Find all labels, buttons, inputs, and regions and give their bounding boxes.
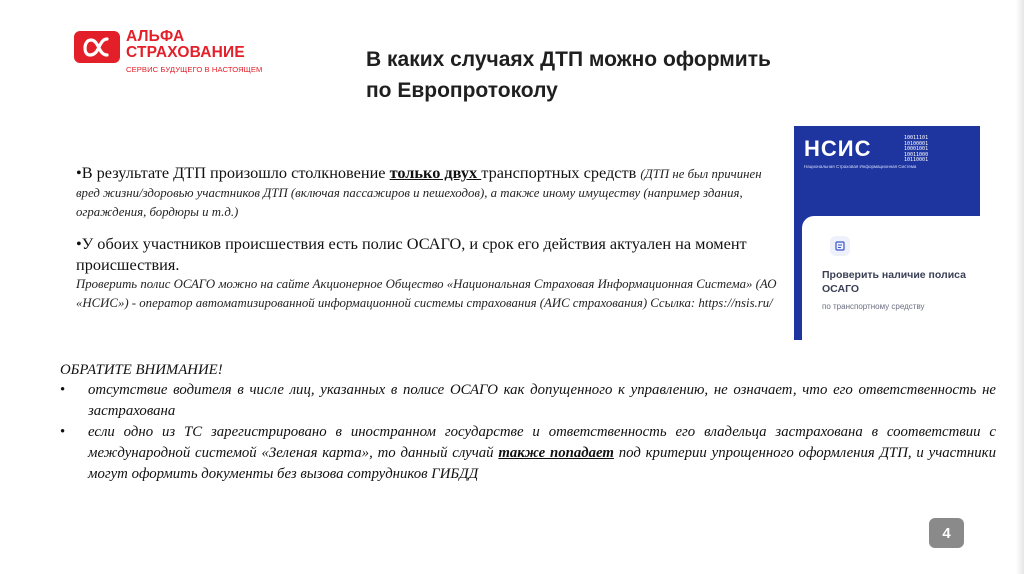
attention-item2-emphasis: также попадает xyxy=(498,445,614,461)
attention-list xyxy=(60,380,996,485)
slide-edge-shadow xyxy=(1016,0,1024,574)
para1-text-b: транспортных средств xyxy=(481,163,641,182)
alfa-logo-icon xyxy=(74,31,120,63)
alfa-strakhovanie-logo xyxy=(74,28,304,77)
logo-title-line1: АЛЬФА xyxy=(126,28,185,45)
paragraph-osago-policy xyxy=(76,233,778,313)
para1-note: (ДТП не был причинен вред жизни/здоровью участников ДТП (включая пассажиров и пешеходов), а также иному имуществу (например здания, ограждения, бордюры и т.д.) xyxy=(76,167,762,219)
list-item xyxy=(60,380,996,422)
page-title-line2: по Европротоколу xyxy=(366,79,558,102)
document-icon xyxy=(830,236,850,256)
bullet: • xyxy=(76,234,82,253)
paragraph-two-vehicles xyxy=(76,162,778,222)
bullet: • xyxy=(60,424,66,440)
attention-item2-text-b: под критерии упрощенного оформления ДТП, и участники могут оформить документы без вызова сотрудников ГИБДД xyxy=(88,445,996,482)
card-title: Проверить наличие полиса ОСАГО xyxy=(822,269,966,295)
para1-text-a: В результате ДТП произошло столкновение xyxy=(81,163,390,182)
para2-text: У обоих участников происшествия есть полис ОСАГО, и срок его действия актуален на момент происшествия. xyxy=(76,234,747,274)
card-subtitle: по транспортному средству xyxy=(822,302,925,311)
nsis-caption: Национальная Страховая Информационная Система xyxy=(804,164,917,169)
para2-main xyxy=(76,233,778,275)
attention-section xyxy=(60,360,996,485)
page-number-badge: 4 xyxy=(929,518,964,548)
attention-item2-text-a: если одно из ТС зарегистрировано в иностранном государстве и ответственность его владельца застрахована в соответствии с международной системой «Зеленая карта», то данный случай xyxy=(88,424,996,461)
logo-slogan: СЕРВИС БУДУЩЕГО В НАСТОЯЩЕМ xyxy=(126,65,263,74)
bullet: • xyxy=(60,382,66,398)
nsis-logo-binary: 10011101 10100001 10001001 10011000 10110001 xyxy=(904,135,929,163)
page-title-line1: В каких случаях ДТП можно оформить xyxy=(366,48,771,71)
list-item xyxy=(60,422,996,485)
attention-item1-text: отсутствие водителя в числе лиц, указанных в полисе ОСАГО как допущенного к управлению, не означает, что его ответственность не застрахована xyxy=(88,382,996,419)
para2-note: Проверить полис ОСАГО можно на сайте Акционерное Общество «Национальная Страховая Информационная Система» (АО «НСИС») - оператор автоматизированной информационной системы страхования (АИС страхования) Ссылка: https://nsis.ru/ xyxy=(76,277,777,310)
logo-title-line2: СТРАХОВАНИЕ xyxy=(126,44,245,61)
attention-heading: ОБРАТИТЕ ВНИМАНИЕ! xyxy=(60,362,223,378)
page-title xyxy=(366,44,886,106)
para1-emphasis: только двух xyxy=(389,163,482,182)
logo-title xyxy=(126,29,245,61)
nsis-logo: НСИС xyxy=(804,136,872,161)
check-policy-card[interactable] xyxy=(802,216,980,340)
nsis-app-screenshot xyxy=(794,126,980,340)
bullet: • xyxy=(76,163,82,182)
